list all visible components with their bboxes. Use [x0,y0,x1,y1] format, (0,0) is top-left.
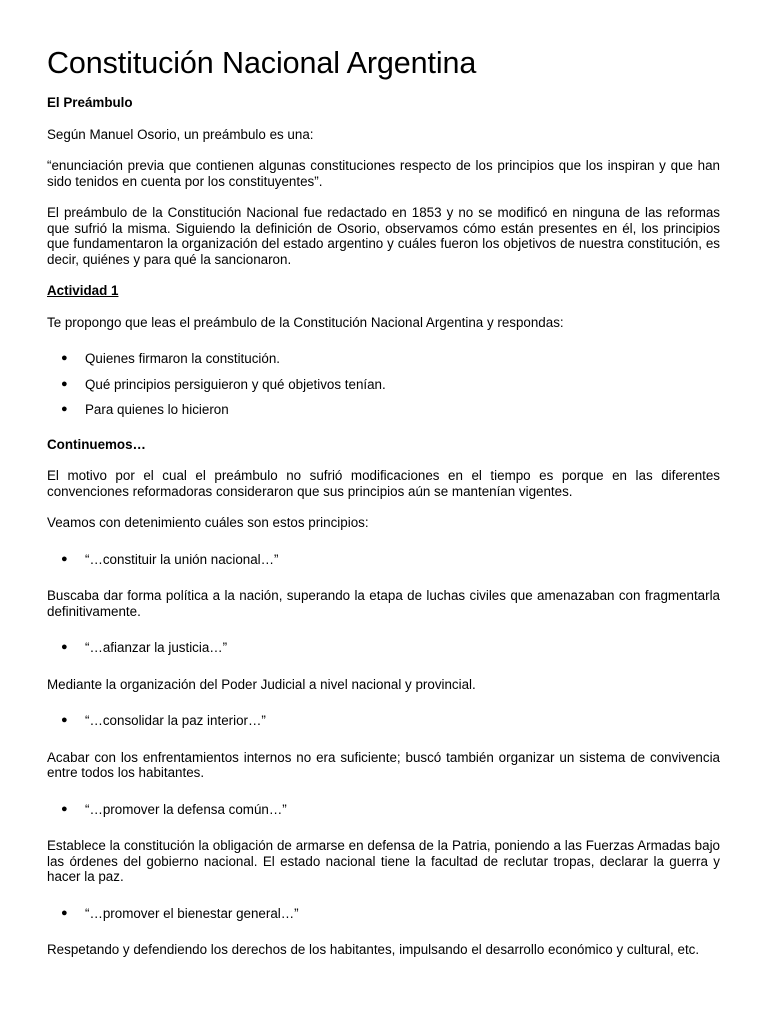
principio-list-2 [47,640,720,656]
osorio-intro: Según Manuel Osorio, un preámbulo es una: [47,126,314,142]
document-title: Constitución Nacional Argentina [47,46,477,80]
preambulo-paragraph: El preámbulo de la Constitución Nacional fue redactado en 1853 y no se modificó en ninguna de las reformas que sufrió la misma. Siguiendo la definición de Osorio, observamos cómo están presentes en él, los principios que fundamentaron la organización del estado argentino y cuáles fueron los objetivos de nuestra constitución, es decir, quiénes y para qué la sancionaron. [47,205,720,267]
list-item [47,402,720,418]
principio-quote-text: “…afianzar la justicia…” [85,640,228,655]
bullet-icon: ● [61,552,68,565]
principio-explanation: Buscaba dar forma política a la nación, superando la etapa de luchas civiles que amenazaban con fragmentarla definitivamente. [47,588,720,619]
list-item-text: Para quienes lo hicieron [85,402,229,417]
bullet-icon: ● [61,714,68,726]
principio-quote-text: “…promover el bienestar general…” [85,905,299,921]
principio-quote [47,713,720,729]
principio-explanation: Acabar con los enfrentamientos internos no era suficiente; buscó también organizar un sistema de convivencia entre todos los habitantes. [47,749,720,780]
bullet-icon: ● [61,352,68,364]
bullet-icon: ● [61,641,68,653]
principio-quote-text: “…consolidar la paz interior…” [85,713,266,728]
actividad-heading: Actividad 1 [47,283,119,298]
principios-intro: Veamos con detenimiento cuáles son estos principios: [47,515,369,530]
principio-quote [47,906,720,922]
principio-list-5 [47,906,720,922]
list-item-text: Quienes firmaron la constitución. [85,351,281,366]
principio-quote-text: “…constituir la unión nacional…” [85,551,279,567]
principio-quote [47,552,720,568]
preambulo-heading: El Preámbulo [47,95,133,110]
continuemos-paragraph: El motivo por el cual el preámbulo no sufrió modificaciones en el tiempo es porque en las diferentes convenciones reformadoras consideraron que sus principios aún se mantenían vigentes. [47,468,720,499]
principio-list-4 [47,802,720,818]
principio-explanation: Respetando y defendiendo los derechos de los habitantes, impulsando el desarrollo económico y cultural, etc. [47,942,700,957]
document-page [47,44,720,958]
principio-quote [47,802,720,818]
bullet-icon: ● [61,403,68,415]
principio-explanation: Mediante la organización del Poder Judicial a nivel nacional y provincial. [47,676,476,692]
list-item-text: Qué principios persiguieron y qué objetivos tenían. [85,376,386,392]
principio-explanation: Establece la constitución la obligación de armarse en defensa de la Patria, poniendo a las Fuerzas Armadas bajo las órdenes del gobierno nacional. El estado nacional tiene la facultad de reclutar tropas, declarar la guerra y hacer la paz. [47,838,720,884]
actividad-instruction: Te propongo que leas el preámbulo de la Constitución Nacional Argentina y respondas: [47,314,564,330]
principio-quote [47,640,720,656]
principio-list-3 [47,713,720,729]
bullet-icon: ● [61,802,68,815]
bullet-icon: ● [61,906,68,919]
principio-list-1 [47,552,720,568]
principio-quote-text: “…promover la defensa común…” [85,801,287,817]
continuemos-heading: Continuemos… [47,436,146,452]
osorio-quote: “enunciación previa que contienen algunas constituciones respecto de los principios que los inspiran y que han sido tenidos en cuenta por los constituyentes”. [47,158,720,189]
list-item [47,351,720,367]
list-item [47,377,720,393]
actividad-list [47,351,720,418]
bullet-icon: ● [61,377,68,390]
